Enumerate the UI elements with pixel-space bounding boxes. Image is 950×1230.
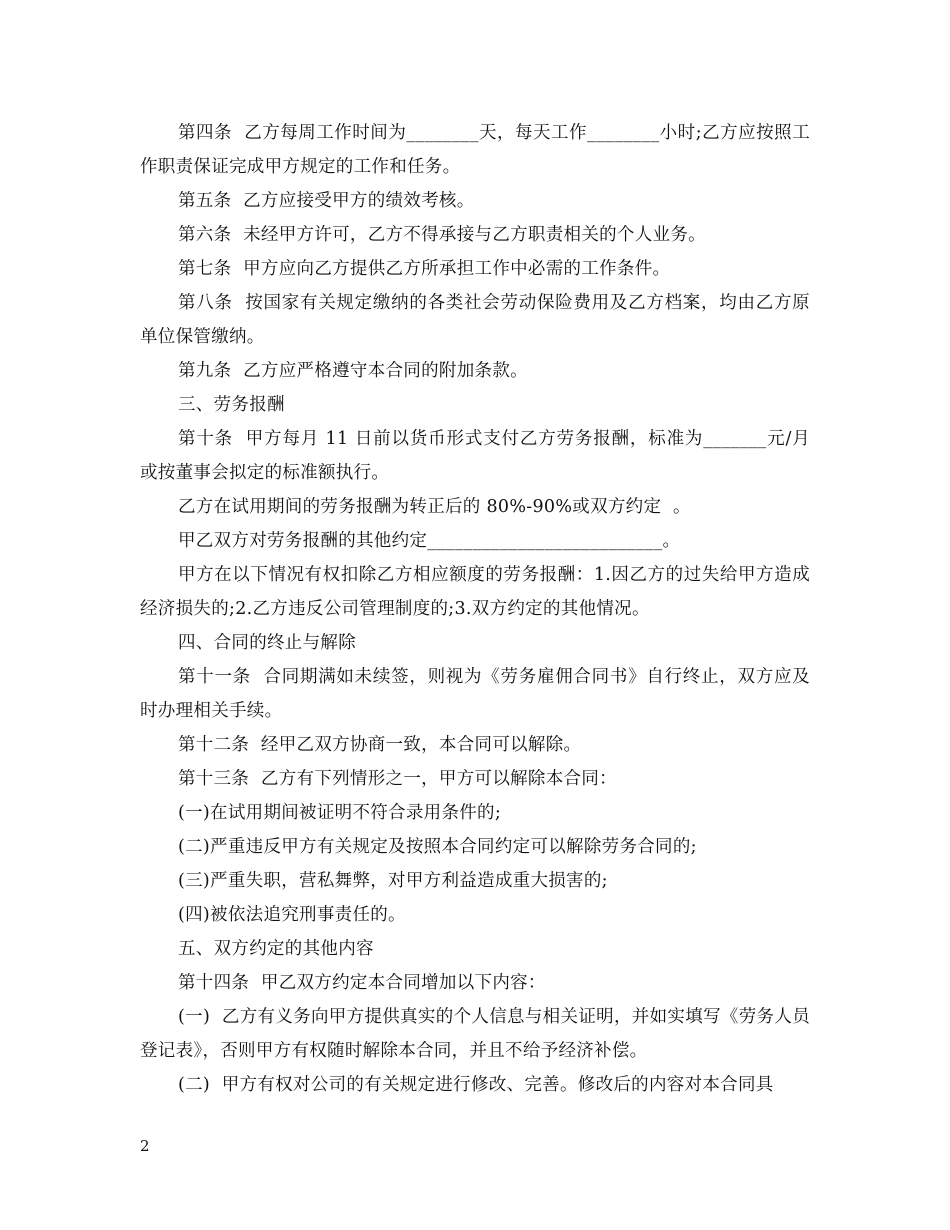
- page-number: 2: [140, 1137, 150, 1155]
- list-item-2: (二)严重违反甲方有关规定及按照本合同约定可以解除劳务合同的;: [178, 837, 697, 857]
- paragraph-probation-pay: 乙方在试用期间的劳务报酬为转正后的 80%-90%或双方约定 。: [178, 497, 691, 517]
- paragraph-article-5: 第五条 乙方应接受甲方的绩效考核。: [178, 191, 475, 211]
- section-heading-remuneration: 三、劳务报酬: [178, 395, 285, 415]
- paragraph-article-14: 第十四条 甲乙双方约定本合同增加以下内容：: [178, 973, 546, 993]
- paragraph-pay-deduction: 甲方在以下情况有权扣除乙方相应额度的劳务报酬：1.因乙方的过失给甲方造成经济损失的;2.乙方违反公司管理制度的;3.双方约定的其他情况。: [140, 565, 810, 619]
- list-item-3: (三)严重失职，营私舞弊，对甲方利益造成重大损害的;: [178, 871, 608, 891]
- paragraph-article-9: 第九条 乙方应严格遵守本合同的附加条款。: [178, 361, 528, 381]
- paragraph-article-6: 第六条 未经甲方许可，乙方不得承接与乙方职责相关的个人业务。: [178, 225, 706, 245]
- paragraph-article-11: 第十一条 合同期满如未续签，则视为《劳务雇佣合同书》自行终止，双方应及时办理相关手续。: [140, 667, 810, 721]
- paragraph-other-pay-agreement: 甲乙双方对劳务报酬的其他约定__________________________。: [178, 531, 681, 551]
- paragraph-article-4: 第四条 乙方每周工作时间为________天，每天工作________小时;乙方应按照工作职责保证完成甲方规定的工作和任务。: [140, 123, 810, 177]
- paragraph-article-10: 第十条 甲方每月 11 日前以货币形式支付乙方劳务报酬，标准为_______元/月或按董事会拟定的标准额执行。: [140, 429, 810, 483]
- document-body: [140, 116, 810, 1102]
- paragraph-article-8: 第八条 按国家有关规定缴纳的各类社会劳动保险费用及乙方档案，均由乙方原单位保管缴纳。: [140, 293, 810, 347]
- list-item-1: (一)在试用期间被证明不符合录用条件的;: [178, 803, 502, 823]
- section-heading-termination: 四、合同的终止与解除: [178, 633, 356, 653]
- paragraph-clause-2: (二) 甲方有权对公司的有关规定进行修改、完善。修改后的内容对本合同具: [178, 1075, 774, 1095]
- paragraph-article-7: 第七条 甲方应向乙方提供乙方所承担工作中必需的工作条件。: [178, 259, 671, 279]
- paragraph-article-12: 第十二条 经甲乙双方协商一致，本合同可以解除。: [178, 735, 582, 755]
- paragraph-clause-1: (一) 乙方有义务向甲方提供真实的个人信息与相关证明，并如实填写《劳务人员登记表》，否则甲方有权随时解除本合同，并且不给予经济补偿。: [140, 1007, 810, 1061]
- paragraph-article-13: 第十三条 乙方有下列情形之一，甲方可以解除本合同：: [178, 769, 617, 789]
- section-heading-other-content: 五、双方约定的其他内容: [178, 939, 374, 959]
- list-item-4: (四)被依法追究刑事责任的。: [178, 905, 406, 925]
